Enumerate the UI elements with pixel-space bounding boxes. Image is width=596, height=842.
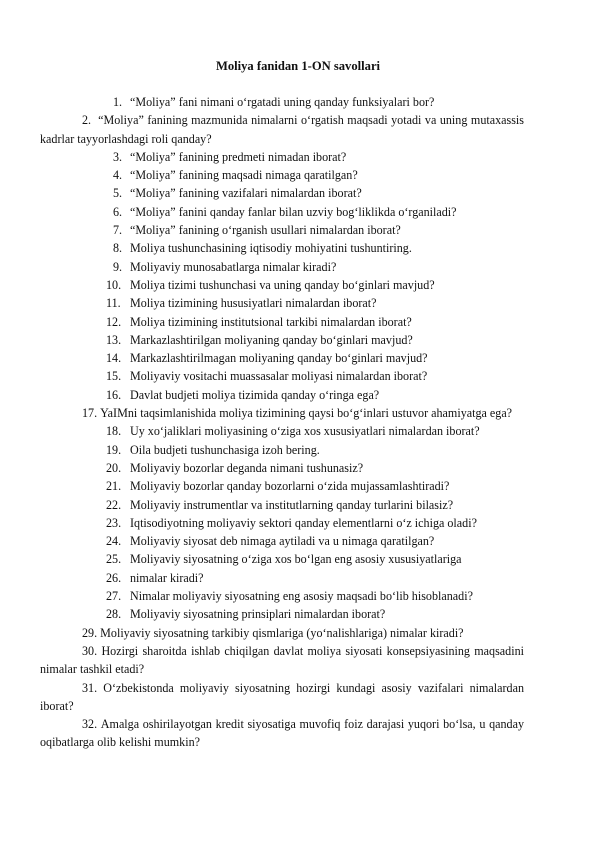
list-item bbox=[88, 367, 524, 385]
item-text: Moliyaviy siyosat deb nimaga aytiladi va u nimaga qaratilgan? bbox=[130, 534, 435, 549]
item-text: Hozirgi sharoitda ishlab chiqilgan davlat moliya siyosati konsepsiyasining maqsadini nimalar tashkil etadi? bbox=[40, 643, 524, 677]
list-item bbox=[40, 111, 524, 148]
item-number: 8. bbox=[113, 241, 123, 256]
item-text: Moliyaviy bozorlar qanday bozorlarni o‘zida mujassamlashtiradi? bbox=[130, 479, 450, 494]
list-item bbox=[88, 587, 524, 605]
list-item bbox=[88, 203, 524, 221]
item-text: “Moliya” fani nimani o‘rgatadi uning qanday funksiyalari bor? bbox=[130, 95, 435, 109]
list-item bbox=[88, 496, 524, 514]
list-item bbox=[88, 166, 524, 184]
list-item bbox=[88, 331, 524, 349]
item-number: 25. bbox=[106, 552, 122, 567]
list-item bbox=[88, 276, 524, 294]
list-item bbox=[88, 605, 524, 623]
list-item bbox=[88, 148, 524, 166]
list-item bbox=[40, 642, 524, 679]
item-number: 9. bbox=[113, 259, 123, 274]
list-item bbox=[88, 313, 524, 331]
item-text: Uy xo‘jaliklari moliyasining o‘ziga xos xususiyatlari nimalardan iborat? bbox=[130, 424, 480, 439]
item-number: 27. bbox=[106, 589, 122, 604]
item-number: 32. bbox=[82, 717, 98, 732]
item-number: 24. bbox=[106, 534, 122, 549]
list-item bbox=[40, 679, 524, 716]
item-text: Moliyaviy vositachi muassasalar moliyasi nimalardan iborat? bbox=[130, 369, 428, 384]
item-number: 11. bbox=[106, 296, 121, 311]
list-item bbox=[88, 459, 524, 477]
list-item bbox=[88, 221, 524, 239]
item-text: “Moliya” fanining maqsadi nimaga qaratilgan? bbox=[130, 168, 358, 183]
item-number: 22. bbox=[106, 497, 122, 512]
item-text: Moliya tizimining hususiyatlari nimalardan iborat? bbox=[130, 296, 377, 311]
item-number: 7. bbox=[113, 223, 123, 238]
item-number: 18. bbox=[106, 424, 122, 439]
list-item bbox=[88, 532, 524, 550]
item-number: 5. bbox=[113, 186, 123, 201]
item-text: Moliyaviy siyosatning prinsiplari nimalardan iborat? bbox=[130, 607, 386, 622]
list-item bbox=[88, 569, 524, 587]
question-list bbox=[40, 93, 524, 752]
item-number: 12. bbox=[106, 314, 122, 329]
list-item bbox=[88, 550, 524, 568]
item-text: Amalga oshirilayotgan kredit siyosatiga muvofiq foiz darajasi yuqori bo‘lsa, u qanday oqibatlarga olib kelishi mumkin? bbox=[40, 717, 524, 750]
item-text: Moliyaviy munosabatlarga nimalar kiradi? bbox=[130, 259, 337, 274]
item-text: Iqtisodiyotning moliyaviy sektori qanday elementlarni o‘z ichiga oladi? bbox=[130, 515, 477, 530]
item-number: 3. bbox=[113, 149, 123, 164]
list-item bbox=[88, 477, 524, 495]
item-number: 13. bbox=[106, 332, 122, 347]
item-text: Davlat budjeti moliya tizimida qanday o‘ringa ega? bbox=[130, 387, 380, 402]
item-text: Oila budjeti tushunchasiga izoh bering. bbox=[130, 442, 320, 457]
item-text: “Moliya” fanining vazifalari nimalardan iborat? bbox=[130, 186, 362, 201]
item-text: Moliyaviy instrumentlar va institutlarning qanday turlarini bilasiz? bbox=[130, 497, 454, 512]
item-number: 10. bbox=[106, 277, 122, 292]
list-item bbox=[88, 422, 524, 440]
item-text: “Moliya” fanini qanday fanlar bilan uzviy bog‘liklikda o‘rganiladi? bbox=[130, 204, 457, 219]
item-text: Moliya tizimining institutsional tarkibi nimalardan iborat? bbox=[130, 314, 412, 329]
item-text: Moliyaviy siyosatning o‘ziga xos bo‘lgan eng asosiy xususiyatlariga bbox=[130, 552, 462, 567]
item-text: “Moliya” fanining mazmunida nimalarni o‘rgatish maqsadi yotadi va uning mutaxassis kadrlar tayyorlashdagi roli qanday? bbox=[40, 113, 524, 146]
item-text: YaIMni taqsimlanishida moliya tizimining qaysi bo‘g‘inlari ustuvor ahamiyatga ega? bbox=[100, 406, 513, 421]
list-item bbox=[88, 349, 524, 367]
item-number: 17. bbox=[82, 406, 98, 421]
item-text: “Moliya” fanining o‘rganish usullari nimalardan iborat? bbox=[130, 223, 401, 238]
list-item bbox=[40, 715, 524, 752]
item-number: 23. bbox=[106, 515, 122, 530]
list-item bbox=[88, 441, 524, 459]
list-item bbox=[88, 386, 524, 404]
item-number: 1. bbox=[113, 95, 123, 109]
item-number: 16. bbox=[106, 387, 122, 402]
item-number: 2. bbox=[82, 113, 92, 128]
list-item bbox=[88, 258, 524, 276]
item-number: 30. bbox=[82, 643, 98, 658]
item-text: “Moliya” fanining predmeti nimadan iborat? bbox=[130, 149, 347, 164]
item-text: Moliyaviy siyosatning tarkibiy qismlariga (yo‘nalishlariga) nimalar kiradi? bbox=[100, 625, 464, 640]
item-number: 29. bbox=[82, 625, 98, 640]
item-number: 21. bbox=[106, 479, 122, 494]
list-item bbox=[88, 184, 524, 202]
item-number: 19. bbox=[106, 442, 122, 457]
item-number: 15. bbox=[106, 369, 122, 384]
list-item bbox=[88, 514, 524, 532]
list-item bbox=[40, 624, 524, 642]
page-title: Moliya fanidan 1-ON savollari bbox=[215, 59, 381, 73]
item-number: 14. bbox=[106, 351, 122, 366]
item-text: Markazlashtirilmagan moliyaning qanday bo‘ginlari mavjud? bbox=[130, 351, 428, 366]
item-text: Nimalar moliyaviy siyosatning eng asosiy maqsadi bo‘lib hisoblanadi? bbox=[130, 589, 473, 604]
item-text: Moliya tizimi tushunchasi va uning qanday bo‘ginlari mavjud? bbox=[130, 277, 435, 292]
item-number: 4. bbox=[113, 168, 123, 183]
list-item bbox=[40, 404, 524, 422]
item-number: 31. bbox=[82, 680, 98, 695]
item-number: 28. bbox=[106, 607, 122, 622]
item-text: Moliyaviy bozorlar deganda nimani tushunasiz? bbox=[130, 460, 364, 475]
list-item bbox=[88, 93, 524, 111]
list-item bbox=[88, 239, 524, 257]
list-item bbox=[88, 294, 524, 312]
item-number: 26. bbox=[106, 570, 122, 585]
item-text: Markazlashtirilgan moliyaning qanday bo‘ginlari mavjud? bbox=[130, 332, 413, 347]
item-text: Moliya tushunchasining iqtisodiy mohiyatini tushuntiring. bbox=[130, 241, 412, 256]
item-text: nimalar kiradi? bbox=[130, 570, 204, 585]
item-number: 6. bbox=[113, 204, 123, 219]
item-number: 20. bbox=[106, 460, 122, 475]
item-text: O‘zbekistonda moliyaviy siyosatning hozirgi kundagi asosiy vazifalari nimalardan iborat? bbox=[40, 680, 524, 713]
